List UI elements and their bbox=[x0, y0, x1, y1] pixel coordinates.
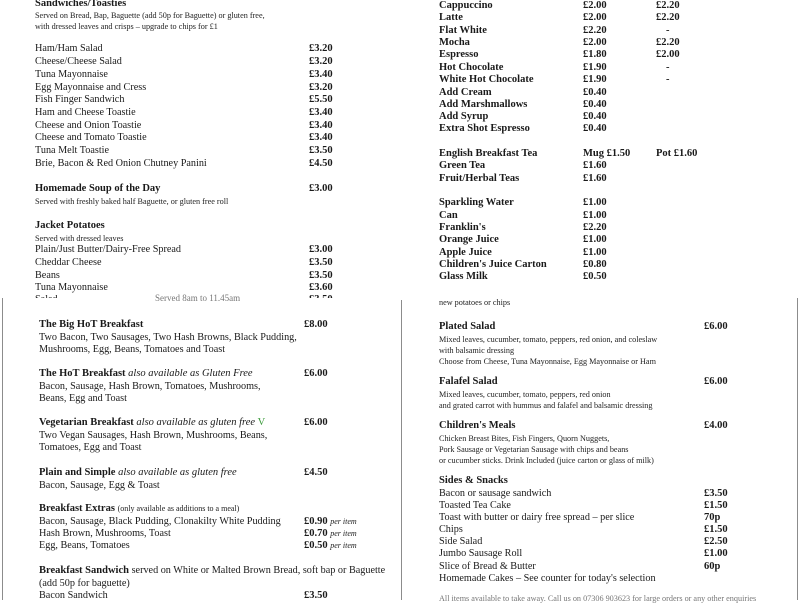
drink-price-mug: Mug £1.50 bbox=[583, 148, 631, 159]
drink-price: £1.00 bbox=[583, 210, 607, 221]
menu-item-price: £2.50 bbox=[704, 536, 728, 547]
drink-price-regular: £0.40 bbox=[583, 123, 607, 134]
menu-panel-sandwiches bbox=[0, 0, 400, 298]
drink-name: English Breakfast Tea bbox=[439, 148, 538, 159]
menu-item-name: Hash Brown, Mushrooms, Toast bbox=[39, 528, 171, 539]
drink-price-regular: £2.00 bbox=[583, 0, 607, 11]
menu-item-name: Slice of Bread & Butter bbox=[439, 561, 536, 572]
menu-item-price: £4.00 bbox=[704, 420, 728, 431]
soup-note: Served with freshly baked half Baguette, or gluten free roll bbox=[35, 197, 229, 206]
menu-item-name: Homemade Cakes – See counter for today's selection bbox=[439, 573, 656, 584]
menu-item-price: £3.00 bbox=[309, 183, 333, 194]
item-title-plated-salad: Plated Salad bbox=[439, 321, 496, 332]
drink-price-regular: £0.40 bbox=[583, 99, 607, 110]
drink-price-large: - bbox=[666, 25, 670, 36]
drink-price-regular: £1.90 bbox=[583, 74, 607, 85]
menu-item-name: Bacon or sausage sandwich bbox=[439, 488, 552, 499]
drink-price-regular: £2.00 bbox=[583, 12, 607, 23]
item-description: Mushrooms, Egg, Beans, Tomatoes and Toast bbox=[39, 344, 226, 355]
menu-item-name: Egg, Beans, Tomatoes bbox=[39, 540, 130, 551]
menu-item-price: £1.50 bbox=[704, 524, 728, 535]
section-title-jackets: Jacket Potatoes bbox=[35, 220, 105, 231]
menu-item-price: £3.50 bbox=[309, 257, 333, 268]
menu-item-name: Tuna Mayonnaise bbox=[35, 69, 108, 80]
footer-note-cut: All items available to take away. Call us on 07306 903623 for large orders or any other enquiries bbox=[439, 594, 757, 603]
menu-item-price: £3.50 bbox=[304, 590, 328, 601]
drink-price: £1.00 bbox=[583, 247, 607, 258]
menu-item-price: £3.50 bbox=[704, 488, 728, 499]
section-title-extras bbox=[39, 503, 239, 514]
menu-item-price: £6.00 bbox=[304, 368, 328, 379]
drink-price-regular: £1.90 bbox=[583, 62, 607, 73]
menu-item-name: Bacon, Sausage, Black Pudding, Clonakilty White Pudding bbox=[39, 516, 281, 527]
drink-price: £1.60 bbox=[583, 160, 607, 171]
item-description: Mixed leaves, cucumber, tomato, peppers, red onion, and coleslaw bbox=[439, 335, 658, 344]
menu-item-price: £1.00 bbox=[704, 548, 728, 559]
menu-item-price: £6.00 bbox=[704, 376, 728, 387]
drink-price-regular: £0.40 bbox=[583, 111, 607, 122]
item-description: Beans, Egg and Toast bbox=[39, 393, 127, 404]
drink-price: £1.60 bbox=[583, 173, 607, 184]
menu-item-price: £5.50 bbox=[309, 94, 333, 105]
menu-item-name: Egg Mayonnaise and Cress bbox=[35, 82, 147, 93]
item-title: Vegetarian Breakfast bbox=[39, 417, 134, 428]
menu-item-name: Bacon Sandwich bbox=[39, 590, 108, 601]
drink-name: Orange Juice bbox=[439, 234, 499, 245]
menu-item-price: £3.50 bbox=[309, 145, 333, 156]
page-edge bbox=[401, 300, 402, 600]
sandwiches-note: Served on Bread, Bap, Baguette (add 50p for Baguette) or gluten free, bbox=[35, 11, 265, 20]
menu-item-name: Cheddar Cheese bbox=[35, 257, 102, 268]
section-title-sides: Sides & Snacks bbox=[439, 475, 508, 486]
drink-name: Add Marshmallows bbox=[439, 99, 528, 110]
item-description: and grated carrot with hummus and falafel and balsamic dressing bbox=[439, 401, 653, 410]
drink-name: Extra Shot Espresso bbox=[439, 123, 530, 134]
jackets-note: Served with dressed leaves bbox=[35, 234, 124, 243]
item-description: Tomatoes, Egg and Toast bbox=[39, 442, 142, 453]
item-title-veg-breakfast bbox=[39, 417, 265, 428]
per-item-label: per item bbox=[330, 529, 357, 538]
gluten-free-note: also available as gluten free bbox=[136, 417, 256, 428]
item-title-big-breakfast: The Big HoT Breakfast bbox=[39, 319, 144, 330]
drink-price-large: - bbox=[666, 62, 670, 73]
drink-name: Hot Chocolate bbox=[439, 62, 504, 73]
item-title-childrens-meals: Children's Meals bbox=[439, 420, 516, 431]
menu-item-name: Ham and Cheese Toastie bbox=[35, 107, 136, 118]
drink-name: White Hot Chocolate bbox=[439, 74, 534, 85]
menu-item-price: £3.40 bbox=[309, 69, 333, 80]
page-edge bbox=[797, 298, 798, 600]
drink-price-large: £2.00 bbox=[656, 49, 680, 60]
item-description: Pork Sausage or Vegetarian Sausage with chips and beans bbox=[439, 445, 629, 454]
per-item-label: per item bbox=[330, 517, 357, 526]
menu-item-price: £6.00 bbox=[304, 417, 328, 428]
drink-name: Sparkling Water bbox=[439, 197, 514, 208]
drink-name: Cappuccino bbox=[439, 0, 493, 11]
drink-name: Can bbox=[439, 210, 458, 221]
item-title: Plain and Simple bbox=[39, 467, 116, 478]
drink-name: Flat White bbox=[439, 25, 487, 36]
item-description: with balsamic dressing bbox=[439, 346, 515, 355]
menu-item-name: Brie, Bacon & Red Onion Chutney Panini bbox=[35, 158, 207, 169]
drink-name: Add Syrup bbox=[439, 111, 489, 122]
menu-item-name: Tuna Mayonnaise bbox=[35, 282, 108, 293]
drink-name: Add Cream bbox=[439, 87, 492, 98]
menu-panel-breakfast bbox=[0, 293, 400, 601]
menu-item-price bbox=[304, 516, 357, 527]
drink-price: £1.00 bbox=[583, 234, 607, 245]
item-description: Bacon, Sausage, Egg & Toast bbox=[39, 480, 160, 491]
menu-item-price: £3.00 bbox=[309, 244, 333, 255]
menu-item-name: Side Salad bbox=[439, 536, 483, 547]
drink-price-regular: £2.00 bbox=[583, 37, 607, 48]
drink-price-regular: £0.40 bbox=[583, 87, 607, 98]
sandwich-note: served on White or Malted Brown Bread, soft bap or Baguette bbox=[131, 565, 386, 576]
section-title-soup: Homemade Soup of the Day bbox=[35, 183, 161, 194]
item-description: Choose from Cheese, Tuna Mayonnaise, Egg Mayonnaise or Ham bbox=[439, 357, 656, 366]
menu-item-price: £3.60 bbox=[309, 282, 333, 293]
item-description: Mixed leaves, cucumber, tomato, peppers, red onion bbox=[439, 390, 611, 399]
item-title-hot-breakfast bbox=[39, 368, 253, 379]
served-time-cut: Served 8am to 11.45am bbox=[155, 293, 241, 303]
item-description: Two Vegan Sausages, Hash Brown, Mushrooms, Beans, bbox=[39, 430, 268, 441]
item-description: Bacon, Sausage, Hash Brown, Tomatoes, Mushrooms, bbox=[39, 381, 261, 392]
cut-note: new potatoes or chips bbox=[439, 298, 511, 307]
sandwich-note: (add 50p for baguette) bbox=[39, 578, 130, 589]
menu-item-price: £1.50 bbox=[704, 500, 728, 511]
extras-note: (only available as additions to a meal) bbox=[117, 504, 240, 513]
item-title: Breakfast Sandwich bbox=[39, 565, 129, 576]
drink-price: £0.80 bbox=[583, 259, 607, 270]
menu-panel-drinks bbox=[400, 0, 800, 298]
menu-item-name: Fish Finger Sandwich bbox=[35, 94, 125, 105]
menu-item-price: £3.20 bbox=[309, 43, 333, 54]
menu-item-price: £4.50 bbox=[304, 467, 328, 478]
drink-price-regular: £1.80 bbox=[583, 49, 607, 60]
drink-name: Glass Milk bbox=[439, 271, 488, 282]
price-value: £0.70 bbox=[304, 528, 328, 539]
item-title-falafel-salad: Falafel Salad bbox=[439, 376, 498, 387]
drink-name: Children's Juice Carton bbox=[439, 259, 547, 270]
section-title-breakfast-sandwich bbox=[39, 565, 385, 576]
item-title: The HoT Breakfast bbox=[39, 368, 126, 379]
drink-price: £2.20 bbox=[583, 222, 607, 233]
drink-name: Latte bbox=[439, 12, 463, 23]
menu-item-name: Tuna Melt Toastie bbox=[35, 145, 109, 156]
menu-item-name: Jumbo Sausage Roll bbox=[439, 548, 523, 559]
menu-item-name: Plain/Just Butter/Dairy-Free Spread bbox=[35, 244, 181, 255]
page-edge bbox=[2, 298, 3, 600]
drink-name: Apple Juice bbox=[439, 247, 492, 258]
menu-item-name: Beans bbox=[35, 270, 60, 281]
menu-item-price: £4.50 bbox=[309, 158, 333, 169]
menu-item-price: £3.40 bbox=[309, 132, 333, 143]
menu-panel-lunch bbox=[400, 298, 800, 603]
menu-item-name: Cheese and Tomato Toastie bbox=[35, 132, 147, 143]
menu-item-price: £3.40 bbox=[309, 107, 333, 118]
drink-name: Espresso bbox=[439, 49, 479, 60]
menu-item-price: £3.40 bbox=[309, 120, 333, 131]
item-description: Chicken Breast Bites, Fish Fingers, Quorn Nuggets, bbox=[439, 434, 610, 443]
drink-price-large: £2.20 bbox=[656, 0, 680, 11]
menu-item-name: Ham/Ham Salad bbox=[35, 43, 103, 54]
menu-item-price: £8.00 bbox=[304, 319, 328, 330]
drink-price: £1.00 bbox=[583, 197, 607, 208]
drink-name: Green Tea bbox=[439, 160, 486, 171]
drink-price-large: £2.20 bbox=[656, 12, 680, 23]
menu-item-name: Toast with butter or dairy free spread – per slice bbox=[439, 512, 635, 523]
drink-price: £0.50 bbox=[583, 271, 607, 282]
item-title-plain-simple bbox=[39, 467, 237, 478]
item-title: Breakfast Extras bbox=[39, 503, 115, 514]
menu-item-price: £3.50 bbox=[309, 270, 333, 281]
price-value: £0.50 bbox=[304, 540, 328, 551]
menu-item-name: Toasted Tea Cake bbox=[439, 500, 511, 511]
vegetarian-icon: V bbox=[257, 417, 266, 428]
menu-item-name: Cheese/Cheese Salad bbox=[35, 56, 122, 67]
sandwiches-note: with dressed leaves and crisps – upgrade to chips for £1 bbox=[35, 22, 218, 31]
drink-name: Franklin's bbox=[439, 222, 486, 233]
item-description: Two Bacon, Two Sausages, Two Hash Browns, Black Pudding, bbox=[39, 332, 297, 343]
menu-item-price: £6.00 bbox=[704, 321, 728, 332]
price-value: £0.90 bbox=[304, 516, 328, 527]
menu-item-price: 70p bbox=[704, 512, 721, 523]
menu-item-name: Cheese and Onion Toastie bbox=[35, 120, 142, 131]
drink-price-large: £2.20 bbox=[656, 37, 680, 48]
menu-item-price bbox=[304, 528, 357, 539]
menu-item-name: Chips bbox=[439, 524, 463, 535]
section-title-sandwiches: Sandwiches/Toasties bbox=[35, 0, 127, 9]
drink-name: Mocha bbox=[439, 37, 470, 48]
menu-item-price bbox=[304, 540, 357, 551]
drink-price-large: - bbox=[666, 74, 670, 85]
gluten-free-note: also available as gluten free bbox=[118, 467, 237, 478]
gluten-free-note: also available as Gluten Free bbox=[128, 368, 253, 379]
drink-price-regular: £2.20 bbox=[583, 25, 607, 36]
item-description: or cucumber sticks. Drink Included (juice carton or glass of milk) bbox=[439, 456, 654, 465]
per-item-label: per item bbox=[330, 541, 357, 550]
drink-name: Fruit/Herbal Teas bbox=[439, 173, 520, 184]
menu-item-price: 60p bbox=[704, 561, 721, 572]
drink-price-pot: Pot £1.60 bbox=[656, 148, 698, 159]
menu-item-price: £3.20 bbox=[309, 82, 333, 93]
menu-item-price: £3.20 bbox=[309, 56, 333, 67]
